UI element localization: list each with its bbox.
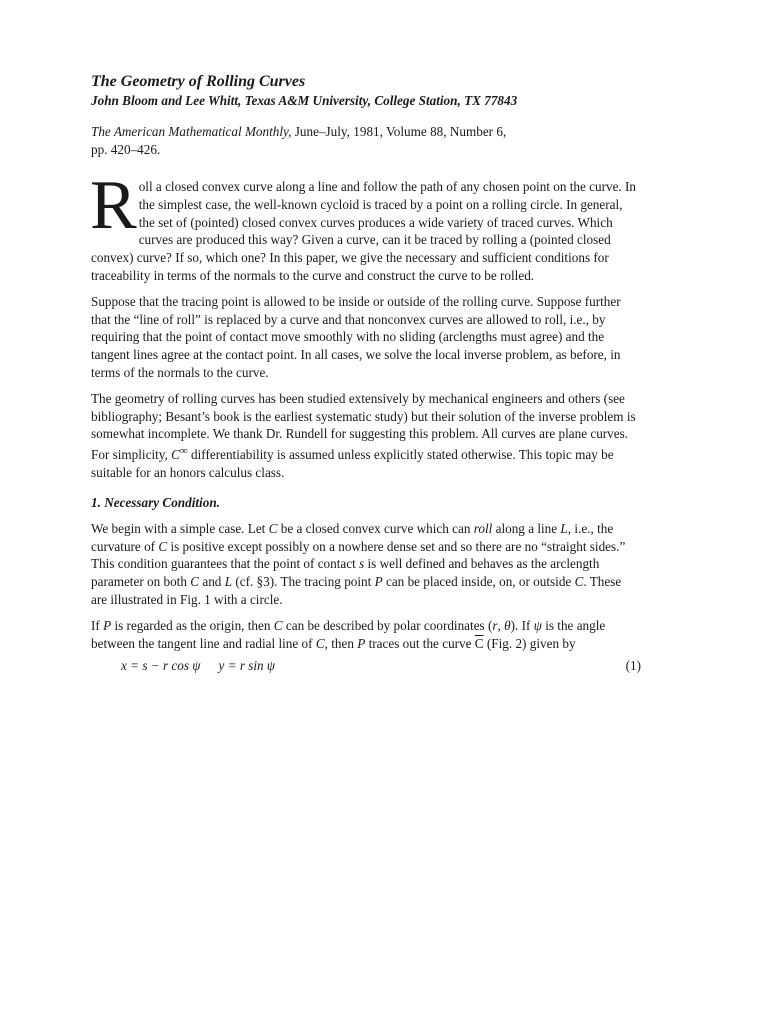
math-C: C	[171, 447, 180, 463]
text-run: . These are illustrated in Fig. 1 with a circle.	[91, 574, 622, 607]
math-C: C	[268, 520, 278, 536]
equation-body	[121, 657, 275, 675]
math-C: C	[190, 574, 200, 590]
math-P: P	[374, 574, 383, 590]
intro-paragraph-2: Suppose that the tracing point is allowed to be inside or outside of the rolling curve. Suppose further that the “line of roll” is replaced by a curve and that nonconvex curves are allowed to roll, i.e., by requiring that the point of contact move smoothly with no sliding (arclengths must agree) and the tangent lines agree at the contact point. In all cases, we solve the local inverse problem, as before, in terms of the normals to the curve.	[91, 293, 621, 380]
drop-cap: R	[90, 167, 137, 244]
math-C-bar: $\overline{C}$	[474, 635, 484, 651]
math-infinity-superscript: ∞	[179, 445, 188, 458]
math-s: s	[359, 556, 365, 572]
text-run: ). If	[510, 617, 534, 633]
math-P: P	[357, 635, 366, 651]
section1-paragraph-2	[91, 617, 636, 653]
intro-paragraph-1	[90, 167, 637, 285]
text-run: , then	[324, 635, 358, 651]
equation-1	[91, 657, 641, 675]
section-heading: 1. Necessary Condition.	[91, 494, 220, 510]
text-run: , i.e., the curvature of	[91, 520, 614, 554]
text-run: is positive except possibly on a nowhere dense set and so there are no “straight sides.” This condition guarantees that the point of contact	[91, 538, 626, 572]
text-run: (Fig. 2) given by	[483, 635, 576, 651]
text-run: is the angle between the tangent line and radial line of	[91, 617, 606, 651]
equation-y: y = r sin ψ	[218, 658, 276, 674]
text-run: We begin with a simple case. Let	[91, 520, 269, 536]
math-psi: ψ	[533, 617, 542, 633]
intro-paragraph-3-text-a: The geometry of rolling curves has been studied extensively by mechanical engineers and others (see bibliography; Besant’s book is the earliest systematic study) but their solution of the inverse problem is somewhat incomplete. We thank Dr. Rundell for suggesting this problem. All curves are plane curves. For simplicity,	[91, 390, 636, 463]
citation-pages: pp. 420–426.	[91, 142, 161, 157]
math-C: C	[158, 538, 168, 554]
citation-issue: June–July, 1981, Volume 88, Number 6,	[291, 124, 507, 139]
equation-number: (1)	[625, 658, 641, 674]
journal-name: The American Mathematical Monthly,	[91, 124, 292, 139]
intro-paragraph-3-text-b: differentiability is assumed unless explicitly stated otherwise. This topic may be suitable for an honors calculus class.	[91, 447, 614, 480]
article-page	[90, 72, 641, 675]
text-run: is well defined and behaves as the arclength parameter on both	[91, 556, 600, 590]
intro-paragraph-1-text: oll a closed convex curve along a line and follow the path of any chosen point on the curve. In the simplest case, the well-known cycloid is traced by a point on a rolling circle. In general, the set of (pointed) closed convex curves produces a wide variety of traced curves. Which curves are produced this way? Given a curve, can it be traced by rolling a (pointed closed convex) curve? If so, which one? In this paper, we give the necessary and sufficient conditions for traceability in terms of the normals to the curve and construct the curve to be rolled.	[91, 179, 637, 283]
equation-x: x = s − r cos ψ	[121, 658, 201, 674]
math-r: r	[492, 617, 498, 633]
section1-paragraph-1	[91, 520, 636, 609]
math-L: L	[560, 520, 568, 536]
citation	[91, 123, 636, 159]
emphasis-roll: roll	[473, 520, 493, 536]
text-run: can be placed inside, on, or outside	[382, 574, 575, 590]
text-run: ,	[497, 617, 505, 633]
math-theta: θ	[504, 617, 511, 633]
math-L: L	[224, 574, 233, 590]
math-C: C	[273, 617, 283, 633]
text-run: is regarded as the origin, then	[111, 617, 274, 633]
text-run: be a closed convex curve which can	[277, 520, 474, 536]
article-authors: John Bloom and Lee Whitt, Texas A&M University, College Station, TX 77843	[91, 93, 518, 108]
math-C: C	[574, 574, 584, 590]
text-run: can be described by polar coordinates (	[282, 617, 493, 633]
intro-paragraph-3	[91, 390, 636, 482]
text-run: along a line	[492, 520, 561, 536]
text-run: and	[199, 574, 225, 590]
math-C: C	[315, 635, 325, 651]
math-P: P	[103, 617, 112, 633]
text-run: (cf. §3). The tracing point	[232, 574, 375, 590]
article-title: The Geometry of Rolling Curves	[91, 73, 306, 90]
text-run: If	[91, 617, 104, 633]
text-run: traces out the curve	[365, 635, 475, 651]
